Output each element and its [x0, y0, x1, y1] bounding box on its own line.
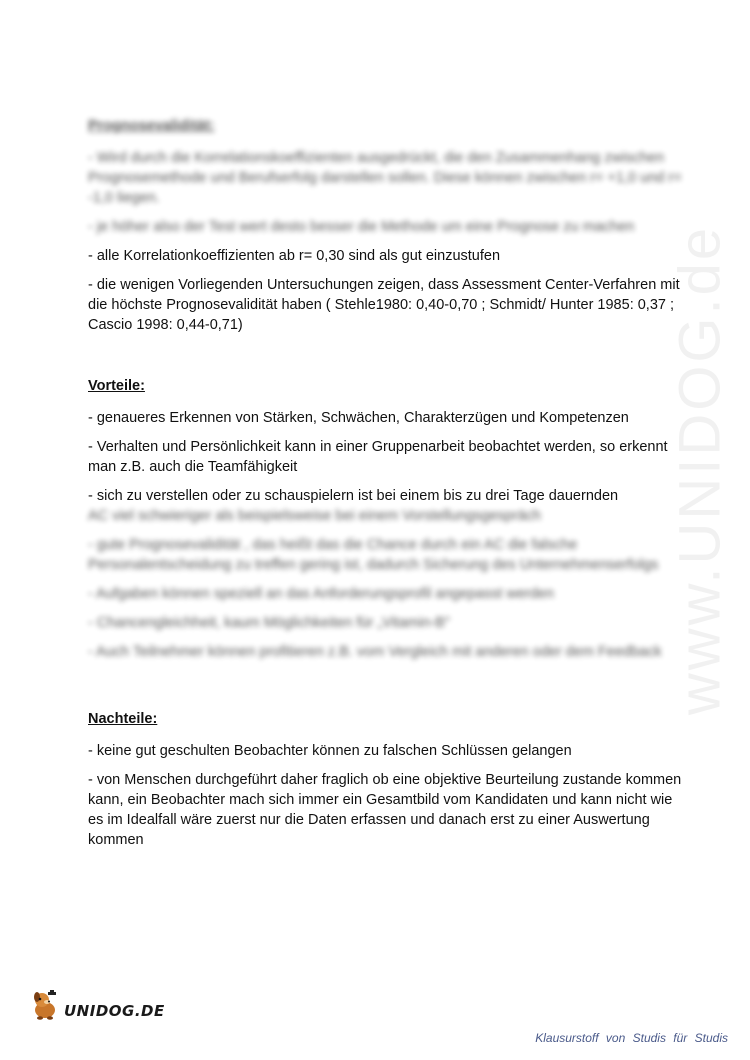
- document-content: [88, 118, 688, 859]
- unidog-logo: [28, 988, 165, 1022]
- paragraph: - keine gut geschulten Beobachter können zu falschen Schlüssen gelangen: [88, 743, 572, 759]
- paragraph: - Aufgaben können speziell an das Anforderungsprofil angepasst werden: [88, 586, 554, 602]
- paragraph: - die wenigen Vorliegenden Untersuchungen zeigen, dass Assessment Center-Verfahren mit die höchste Prognosevalidität haben ( Stehle1980: 0,40-0,70 ; Schmidt/ Hunter 1985: 0,37 ; Cascio 1998: 0,44-0,71): [88, 277, 680, 333]
- paragraph: - alle Korrelationkoeffizienten ab r= 0,30 sind als gut einzustufen: [88, 248, 501, 264]
- section-heading-prognosevaliditaet: Prognosevalidität:: [88, 118, 215, 134]
- paragraph: - genaueres Erkennen von Stärken, Schwächen, Charakterzügen und Kompetenzen: [88, 410, 629, 426]
- section-heading-nachteile: Nachteile:: [88, 711, 158, 727]
- paragraph: - Verhalten und Persönlichkeit kann in einer Gruppenarbeit beobachtet werden, so erkennt man z.B. auch die Teamfähigkeit: [88, 439, 668, 475]
- paragraph: - Chancengleichheit, kaum Möglichkeiten für „Vitamin-B": [88, 615, 450, 631]
- paragraph: - Wird durch die Korrelationskoeffizienten ausgedrückt, die den Zusammenhang zwischen Prognosemethode und Berufserfolg darstellen sollen. Diese können zwischen r= +1,0 und r= -1,0 liegen.: [88, 150, 682, 206]
- paragraph: - gute Prognosevalidität , das heißt das die Chance durch ein AC die falsche Personalentscheidung zu treffen gering ist, dadurch Sicherung des Unternehmenserfolgs: [88, 537, 659, 573]
- logo-text: UNIDOG.DE: [64, 1002, 165, 1020]
- watermark: www.UNIDOG.de: [667, 224, 733, 716]
- paragraph: - von Menschen durchgeführt daher fraglich ob eine objektive Beurteilung zustande kommen kann, ein Beobachter mach sich immer ein Gesamtbild vom Kandidaten und kann nicht wie es im Idealfall wäre zuerst nur die Daten erfassen und danach erst zu einer Auswertung kommen: [88, 772, 682, 848]
- paragraph-continuation: AC viel schwieriger als beispielsweise bei einem Vorstellungsgespräch: [88, 508, 541, 524]
- section-heading-vorteile: Vorteile:: [88, 378, 145, 394]
- paragraph: - je höher also der Test wert desto besser die Methode um eine Prognose zu machen: [88, 219, 635, 235]
- dog-icon: [28, 988, 62, 1022]
- paragraph: - sich zu verstellen oder zu schauspielern ist bei einem bis zu drei Tage dauernden: [88, 488, 619, 504]
- footer-tagline: Klausurstoff von Studis für Studis: [535, 1031, 728, 1045]
- paragraph: - Auch Teilnehmer können profitieren z.B. vom Vergleich mit anderen oder dem Feedback: [88, 644, 662, 660]
